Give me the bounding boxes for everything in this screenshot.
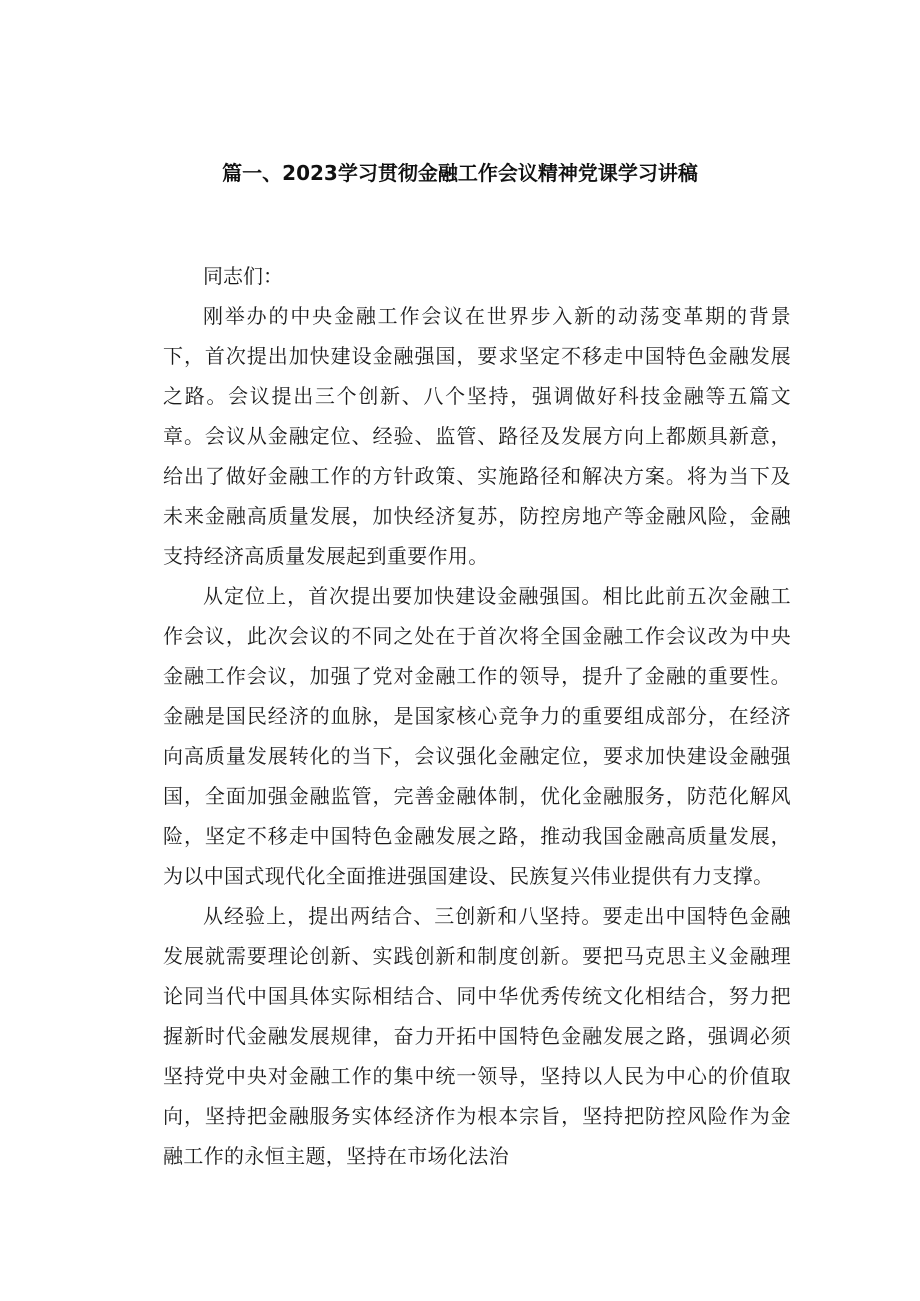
paragraph-intro: 刚举办的中央金融工作会议在世界步入新的动荡变革期的背景下，首次提出加快建设金融强国，要求坚定不移走中国特色金融发展之路。会议提出三个创新、八个坚持，强调做好科技金融等五篇文章。会议从金融定位、经验、监管、路径及发展方向上都颇具新意，给出了做好金融工作的方针政策、实施路径和解决方案。将为当下及未来金融高质量发展，加快经济复苏，防控房地产等金融风险，金融支持经济高质量发展起到重要作用。: [163, 304, 791, 568]
salutation: 同志们：: [203, 264, 283, 288]
document-title: 篇一、2023学习贯彻金融工作会议精神党课学习讲稿: [222, 161, 698, 185]
paragraph-experience: 从经验上，提出两结合、三创新和八坚持。要走出中国特色金融发展就需要理论创新、实践创新和制度创新。要把马克思主义金融理论同当代中国具体实际相结合、同中华优秀传统文化相结合，努力把握新时代金融发展规律，奋力开拓中国特色金融发展之路，强调必须坚持党中央对金融工作的集中统一领导，坚持以人民为中心的价值取向，坚持把金融服务实体经济作为根本宗旨，坚持把防控风险作为金融工作的永恒主题，坚持在市场化法治: [163, 904, 791, 1168]
paragraph-positioning: 从定位上，首次提出要加快建设金融强国。相比此前五次金融工作会议，此次会议的不同之处在于首次将全国金融工作会议改为中央金融工作会议，加强了党对金融工作的领导，提升了金融的重要性。金融是国民经济的血脉，是国家核心竞争力的重要组成部分，在经济向高质量发展转化的当下，会议强化金融定位，要求加快建设金融强国，全面加强金融监管，完善金融体制，优化金融服务，防范化解风险，坚定不移走中国特色金融发展之路，推动我国金融高质量发展，为以中国式现代化全面推进强国建设、民族复兴伟业提供有力支撑。: [163, 584, 791, 888]
document-body: [163, 256, 791, 1176]
